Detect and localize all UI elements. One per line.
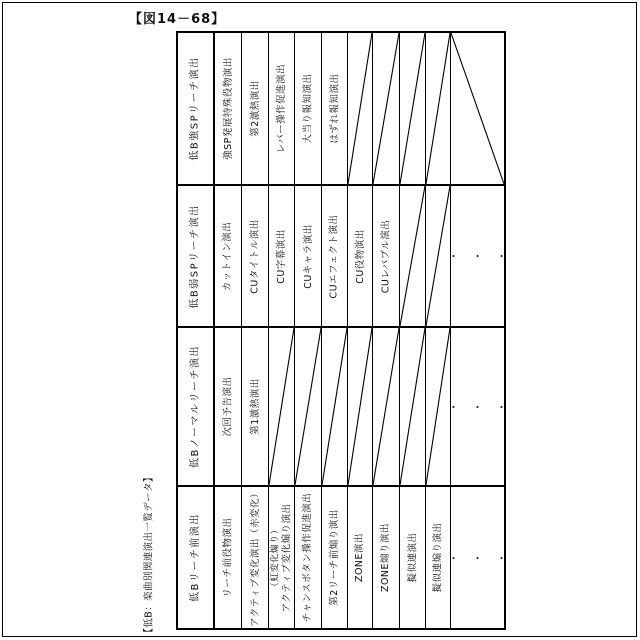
production-item-cell [400, 487, 426, 628]
empty-diagonal-cell [295, 328, 322, 485]
column-header-text: 低B弱SPリーチ演出 [190, 203, 201, 309]
production-item-text: 大当り報知演出 [302, 73, 314, 144]
diagonal-slash-icon [348, 33, 372, 184]
diagonal-slash-icon [426, 186, 450, 326]
diagonal-slash-icon [451, 33, 504, 184]
column-header-cell [178, 186, 215, 326]
empty-diagonal-cell [348, 33, 373, 184]
diagonal-slash-icon [322, 328, 347, 485]
production-item-cell [242, 33, 269, 184]
production-item-text: 強SP発展特殊役物演出 [222, 57, 234, 160]
empty-diagonal-cell [400, 328, 426, 485]
table-band-1 [178, 33, 504, 186]
production-item-text: 擬似連煽り演出 [432, 522, 444, 593]
production-item-cell [348, 186, 373, 326]
production-item-text: 第2激熱演出 [249, 80, 261, 137]
production-item-cell [373, 186, 400, 326]
production-item-text: ZONE煽り演出 [380, 522, 392, 593]
diagonal-slash-icon [373, 33, 399, 184]
figure-number-title: 【図14－68】 [129, 12, 226, 27]
ellipsis-dots: ・・・ [448, 400, 520, 414]
diagonal-slash-icon [426, 328, 450, 485]
production-item-text: 次回予告演出 [222, 376, 234, 437]
table-band-4 [178, 487, 520, 628]
column-header-text: 低Bノーマルリーチ演出 [190, 344, 201, 469]
production-list-table [176, 31, 520, 630]
production-item-text: はずれ報知演出 [329, 73, 341, 144]
table-band-3 [178, 328, 520, 487]
diagonal-slash-icon [348, 328, 372, 485]
production-item-cell [322, 186, 348, 326]
empty-diagonal-cell [373, 33, 400, 184]
production-item-cell [269, 186, 295, 326]
production-item-text: 第1激熱演出 [249, 378, 261, 435]
production-item-cell [295, 33, 322, 184]
diagonal-slash-icon [373, 328, 399, 485]
column-header-text: 低Bリーチ前演出 [190, 513, 201, 602]
production-item-text: CUエフェクト演出 [329, 213, 340, 299]
production-item-cell [215, 186, 242, 326]
production-item-text: CUキャラ演出 [302, 223, 314, 289]
column-header-cell [178, 328, 215, 485]
production-item-text: CU字幕演出 [276, 228, 287, 284]
continuation-dots-cell [448, 328, 520, 485]
production-item-cell [295, 487, 322, 628]
production-item-text: アクティブ変化演出（赤変化） [249, 488, 261, 627]
diagonal-slash-icon [400, 186, 425, 326]
empty-diagonal-cell [322, 328, 348, 485]
production-item-cell [322, 33, 348, 184]
production-item-cell [242, 186, 269, 326]
empty-diagonal-cell [269, 328, 295, 485]
empty-diagonal-cell [400, 186, 426, 326]
table-band-2 [178, 186, 520, 328]
empty-diagonal-cell [426, 33, 451, 184]
ellipsis-dots: ・・・ [448, 551, 520, 565]
empty-diagonal-cell [451, 33, 504, 184]
production-item-cell [242, 328, 269, 485]
production-item-text: チャンスボタン操作促進演出 [302, 492, 314, 623]
production-item-text: CUレバブル演出 [380, 219, 392, 293]
production-item-text: カットイン演出 [222, 221, 234, 291]
column-header-text: 低B強SPリーチ演出 [190, 56, 201, 161]
production-item-cell [269, 33, 295, 184]
diagonal-slash-icon [400, 328, 425, 485]
production-item-cell [373, 487, 400, 628]
continuation-dots-cell [448, 487, 520, 628]
production-item-cell [295, 186, 322, 326]
production-item-cell [348, 487, 373, 628]
column-header-cell [178, 487, 215, 628]
diagonal-slash-icon [269, 328, 294, 485]
production-item-text: CUタイトル演出 [249, 218, 261, 294]
figure-side-label: 【低B：楽曲別関連演出一覧データ】 [143, 472, 155, 638]
production-item-cell [322, 487, 348, 628]
production-item-text: レバー操作促進演出 [276, 63, 287, 154]
production-item-text: ZONE演出 [354, 532, 366, 583]
production-item-cell [215, 487, 242, 628]
production-item-cell [215, 328, 242, 485]
production-item-text: （虹変化煽り） アクティブ変化煽り演出 [270, 503, 293, 612]
empty-diagonal-cell [400, 33, 426, 184]
empty-diagonal-cell [348, 328, 373, 485]
production-item-text: 擬似連演出 [407, 532, 419, 583]
empty-diagonal-cell [373, 328, 400, 485]
diagonal-slash-icon [426, 33, 450, 184]
continuation-dots-cell [448, 186, 520, 326]
production-item-text: 第2リーチ前煽り演出 [329, 509, 341, 606]
production-item-cell [242, 487, 269, 628]
production-item-text: リーチ前役物演出 [222, 517, 234, 598]
production-item-cell [215, 33, 242, 184]
column-header-cell [178, 33, 215, 184]
production-item-cell [269, 487, 295, 628]
diagonal-slash-icon [400, 33, 425, 184]
production-item-text: CU役物演出 [354, 228, 366, 284]
ellipsis-dots: ・・・ [448, 250, 520, 263]
diagonal-slash-icon [295, 328, 321, 485]
